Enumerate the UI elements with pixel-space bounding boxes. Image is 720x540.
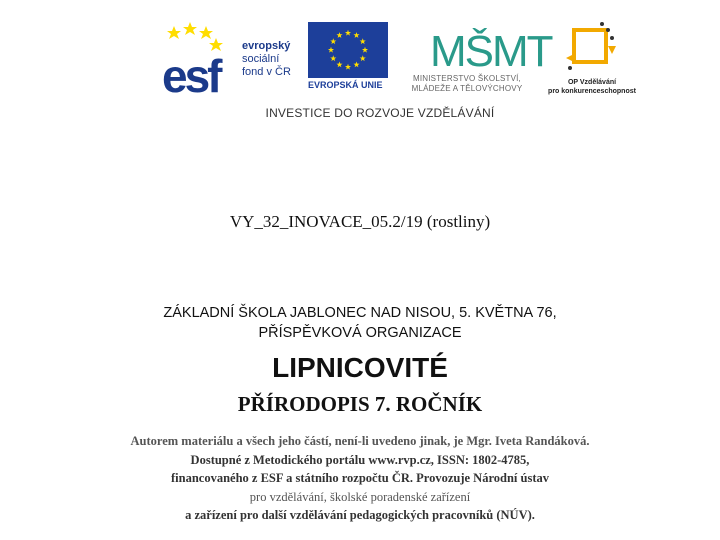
eu-star-icon [360,38,366,44]
msmt-caption-line1: MINISTERSTVO ŠKOLSTVÍ, [413,74,521,83]
eu-star-icon [360,55,366,61]
eu-flag-icon [308,22,388,78]
investment-tagline: INVESTICE DO ROZVOJE VZDĚLÁVÁNÍ [265,106,495,120]
document-title: LIPNICOVITÉ [272,352,448,383]
material-code: VY_32_INOVACE_05.2/19 (rostliny) [229,212,491,231]
eu-star-icon [362,47,368,53]
credits-block [0,432,720,525]
school-name-line1: ZÁKLADNÍ ŠKOLA JABLONEC NAD NISOU, 5. KVĚTNA 76, [163,305,557,321]
eu-stars-icon [308,22,388,78]
eu-star-icon [336,62,342,68]
eu-star-icon [345,30,351,36]
school-name [0,303,720,343]
logo-bar [160,18,640,102]
esf-logo [160,18,300,102]
msmt-logo [396,18,552,98]
credits-line: a zařízení pro další vzdělávání pedagogických pracovníků (NÚV). [185,508,535,522]
eu-star-icon [330,55,336,61]
msmt-caption-line2: MLÁDEŽE A TĚLOVÝCHOVY [411,84,523,93]
op-logo [544,18,640,102]
svg-text:esf: esf [162,50,220,102]
op-caption-line1: OP Vzdělávání [567,79,617,86]
credits-line: Autorem materiálu a všech jeho částí, není-li uvedeno jinak, je Mgr. Iveta Randáková. [130,434,590,448]
eu-caption: EVROPSKÁ UNIE [308,80,383,90]
credits-line: Dostupné z Metodického portálu www.rvp.cz, ISSN: 1802-4785, [190,452,530,467]
eu-star-icon [353,32,359,38]
msmt-mark-icon [396,18,552,76]
eu-logo [308,18,390,98]
eu-star-icon [336,32,342,38]
esf-text-line2: sociální [242,53,280,65]
esf-text-line1: evropský [242,40,291,52]
op-caption-line2: pro konkurenceschopnost [548,88,636,95]
school-name-line2: PŘÍSPĚVKOVÁ ORGANIZACE [258,325,462,341]
eu-star-icon [345,64,351,70]
svg-text:MŠMT: MŠMT [430,27,552,76]
credits-line: pro vzdělávání, školské poradenské zařízení [249,489,471,504]
esf-text-line3: fond v ČR [242,66,291,78]
eu-star-icon [330,38,336,44]
op-mark-icon [544,18,640,78]
credits-line: financovaného z ESF a státního rozpočtu ČR. Provozuje Národní ústav [170,471,550,485]
eu-star-icon [328,47,334,53]
esf-mark-icon [160,18,242,102]
document-subtitle: PŘÍRODOPIS 7. ROČNÍK [237,392,483,416]
eu-star-icon [353,62,359,68]
